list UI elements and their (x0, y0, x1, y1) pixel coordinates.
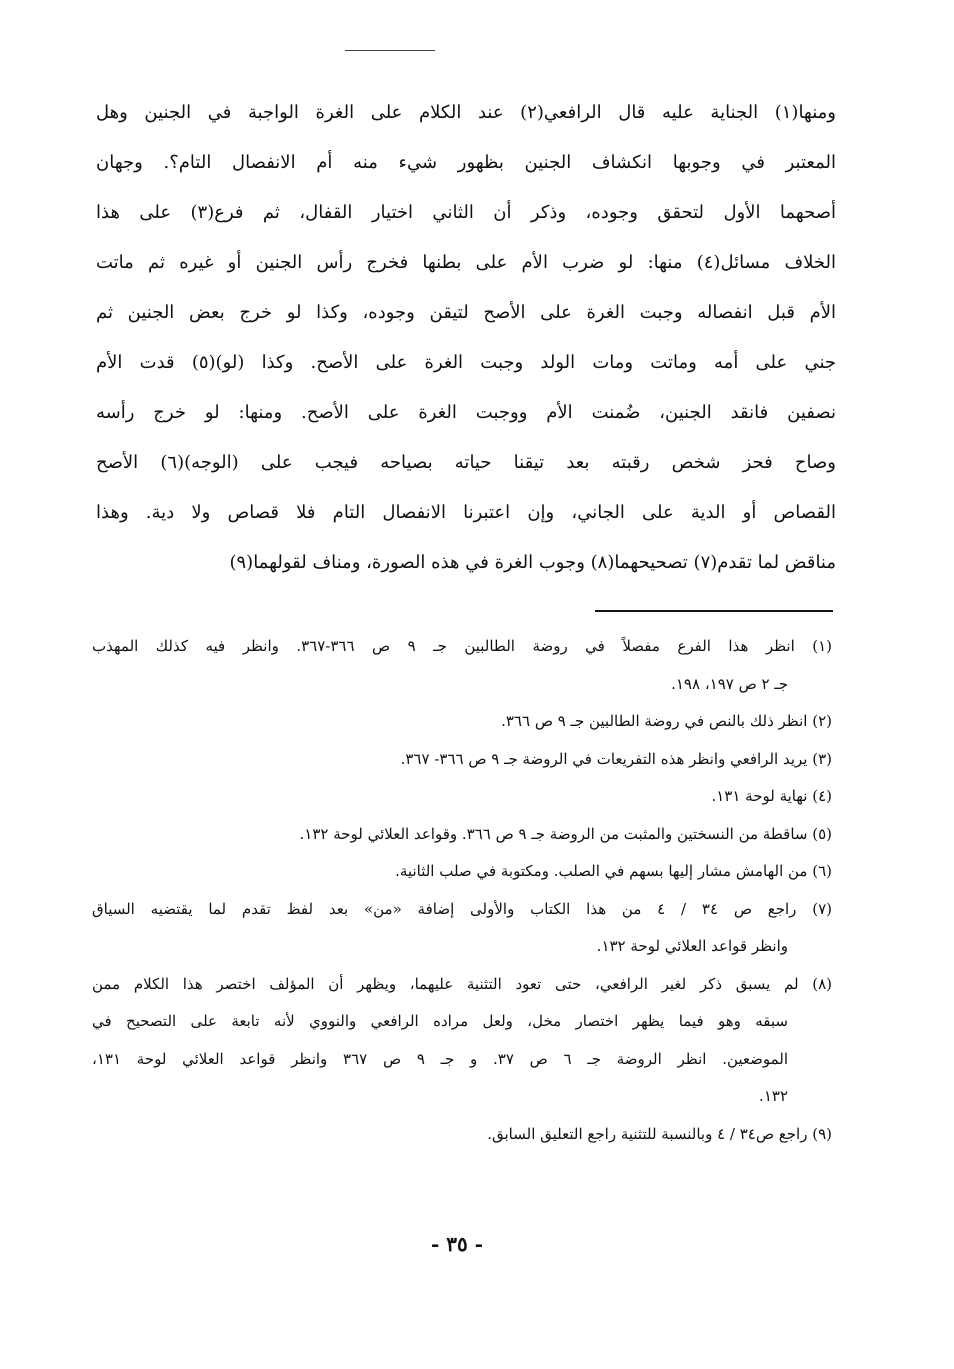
footnote-line: (٥) ساقطة من النسختين والمثبت من الروضة جـ ٩ ص ٣٦٦. وقواعد العلائي لوحة ١٣٢. (299, 824, 832, 843)
main-text-line: جني على أمه وماتت ومات الولد وجبت الغرة على الأصح. وكذا (لو)(٥) قدت الأم (96, 352, 836, 373)
main-text-line: وصاح فحز شخص رقبته بعد تيقنا حياته بصياحه فيجب على (الوجه)(٦) الأصح (96, 452, 836, 473)
footnote-line: (٧) راجع ص ٣٤ / ٤ من هذا الكتاب والأولى إضافة «من» بعد لفظ تقدم لما يقتضيه السياق (92, 899, 832, 918)
page-number: - ٣٥ - (430, 1232, 483, 1256)
footnote-line: الموضعين. انظر الروضة جـ ٦ ص ٣٧. و جـ ٩ ص ٣٦٧ وانظر قواعد العلائي لوحة ١٣١، (92, 1049, 789, 1068)
main-text-line: القصاص أو الدية على الجاني، وإن اعتبرنا الانفصال التام فلا قصاص ولا دية. وهذا (96, 502, 836, 523)
main-text-line: الخلاف مسائل(٤) منها: لو ضرب الأم على بطنها فخرج رأس الجنين أو غيره ثم ماتت (96, 252, 836, 273)
main-text-line: الأم قبل انفصاله وجبت الغرة على الأصح لتيقن وجوده، وكذا لو خرج بعض الجنين ثم (96, 302, 836, 323)
main-text-line: ومنها(١) الجناية عليه قال الرافعي(٢) عند الكلام على الغرة الواجبة في الجنين وهل (96, 102, 836, 123)
footnote-line: (٦) من الهامش مشار إليها بسهم في الصلب. ومكتوبة في صلب الثانية. (395, 862, 832, 880)
main-text-line: أصحهما الأول لتحقق وجوده، وذكر أن الثاني اختيار القفال، ثم فرع(٣) على هذا (96, 202, 836, 223)
footnote-line: ١٣٢. (759, 1087, 788, 1105)
footnote-line: جـ ٢ ص ١٩٧، ١٩٨. (671, 674, 788, 693)
main-text-line: نصفين فانقد الجنين، ضُمنت الأم ووجبت الغرة على الأصح. ومنها: لو خرج رأسه (96, 402, 836, 423)
footnote-line: (٩) راجع ص٣٤ / ٤ وبالنسبة للتثنية راجع التعليق السابق. (487, 1124, 832, 1143)
footnote-line: (٨) لم يسبق ذكر لغير الرافعي، حتى تعود التثنية عليهما، ويظهر أن المؤلف اختصر هذا الكلام ممن (92, 974, 832, 993)
main-text-line: مناقض لما تقدم(٧) تصحيحهما(٨) وجوب الغرة في هذه الصورة، ومناف لقولهما(٩) (229, 552, 836, 573)
footnote-line: (٤) نهاية لوحة ١٣١. (711, 787, 832, 805)
main-text-block (96, 88, 836, 588)
footnote-line: (١) انظر هذا الفرع مفصلاً في روضة الطالبين جـ ٩ ص ٣٦٦-٣٦٧. وانظر فيه كذلك المهذب (92, 637, 832, 655)
footnote-line: (٣) يريد الرافعي وانظر هذه التفريعات في الروضة جـ ٩ ص ٣٦٦- ٣٦٧. (400, 749, 832, 768)
main-text-line: المعتبر في وجوبها انكشاف الجنين بظهور شيء منه أم الانفصال التام؟. وجهان (96, 152, 836, 173)
footnotes-block (92, 628, 832, 1153)
footnote-separator (595, 610, 833, 612)
footnote-line: (٢) انظر ذلك بالنص في روضة الطالبين جـ ٩ ص ٣٦٦. (501, 712, 832, 730)
footnote-line: وانظر قواعد العلائي لوحة ١٣٢. (596, 937, 788, 955)
header-rule (345, 50, 435, 51)
footnote-line: سبقه وهو فيما يظهر اختصار مخل، ولعل مراده الرافعي والنووي لأنه تابعة على التصحيح في (92, 1012, 788, 1030)
